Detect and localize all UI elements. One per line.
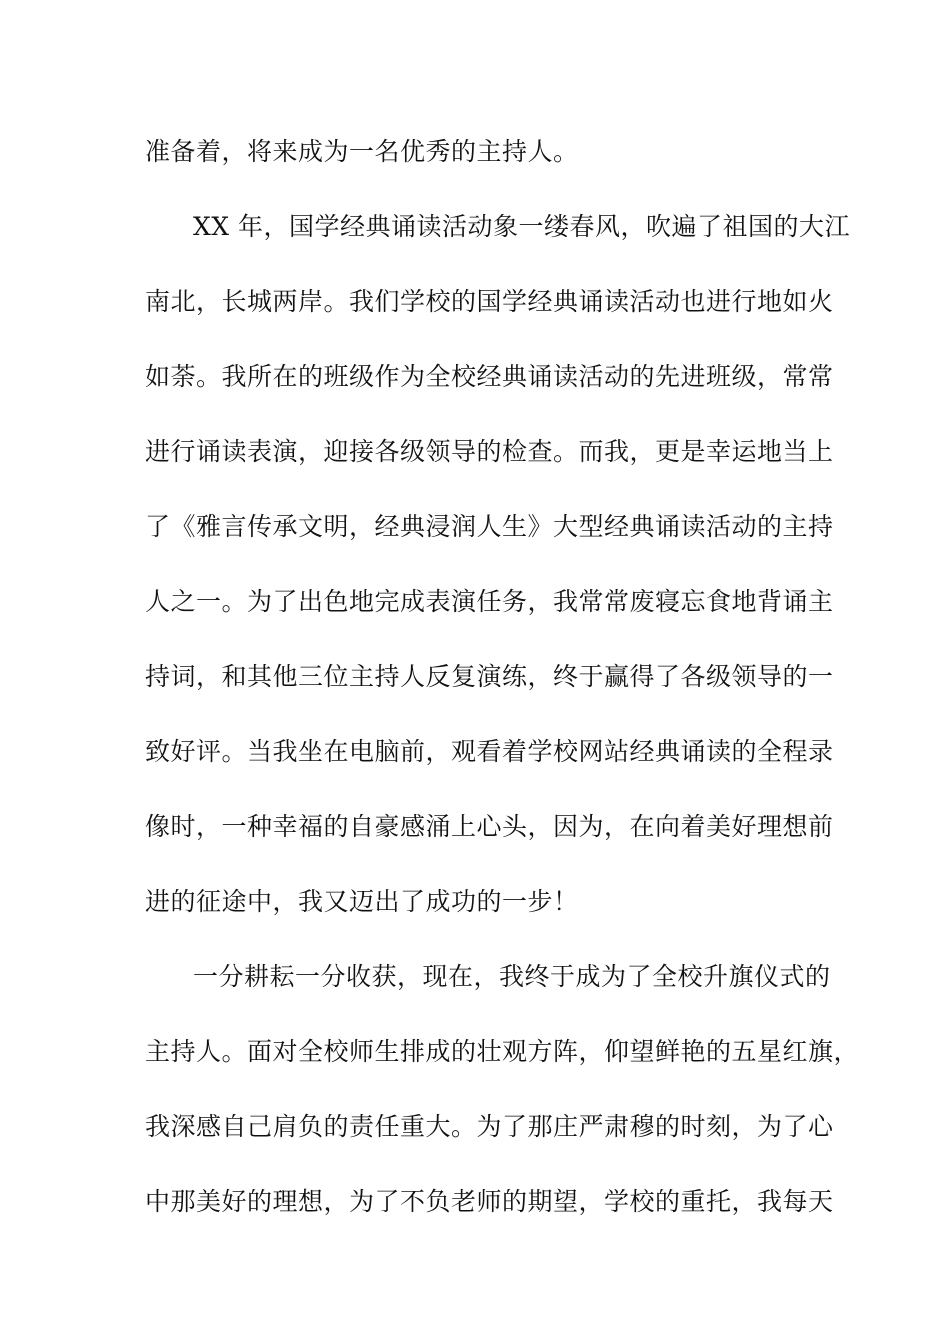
paragraph-start-line: 一分耕耘一分收获，现在，我终于成为了全校升旗仪式的	[193, 962, 831, 991]
text-line: 南北，长城两岸。我们学校的国学经典诵读活动也进行地如火	[145, 287, 834, 316]
text-line: 准备着，将来成为一名优秀的主持人。	[145, 137, 579, 166]
text-line: 中那美好的理想，为了不负老师的期望，学校的重托，我每天	[145, 1187, 834, 1216]
text-line: 了《雅言传承文明，经典浸润人生》大型经典诵读活动的主持	[145, 512, 834, 541]
text-line: 持词，和其他三位主持人反复演练，终于赢得了各级领导的一	[145, 662, 834, 691]
text-line: 主持人。面对全校师生排成的壮观方阵，仰望鲜艳的五星红旗，	[145, 1037, 860, 1066]
text-line: 致好评。当我坐在电脑前，观看着学校网站经典诵读的全程录	[145, 737, 834, 766]
text-line: 进的征途中，我又迈出了成功的一步！	[145, 887, 579, 916]
text-line: 人之一。为了出色地完成表演任务，我常常废寝忘食地背诵主	[145, 587, 834, 616]
text-line: 像时，一种幸福的自豪感涌上心头，因为，在向着美好理想前	[145, 812, 834, 841]
text-line: 我深感自己肩负的责任重大。为了那庄严肃穆的时刻，为了心	[145, 1112, 834, 1141]
paragraph-start-line: XX 年，国学经典诵读活动象一缕春风，吹遍了祖国的大江	[193, 212, 851, 241]
text-line: 进行诵读表演，迎接各级领导的检查。而我，更是幸运地当上	[145, 437, 834, 466]
text-line: 如荼。我所在的班级作为全校经典诵读活动的先进班级，常常	[145, 362, 834, 391]
